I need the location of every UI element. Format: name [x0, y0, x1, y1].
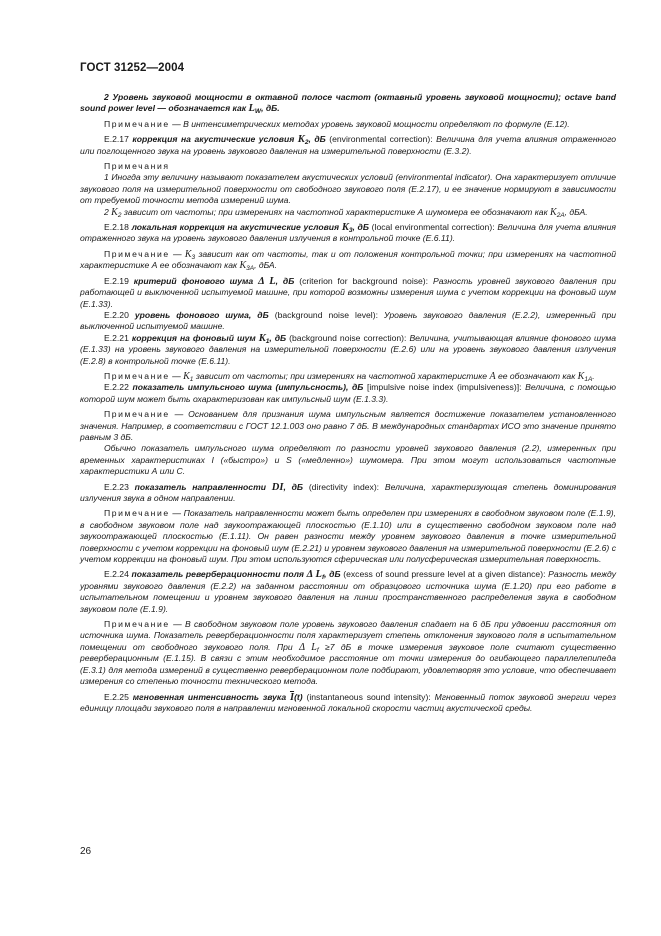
- note-e12: Примечание — В интенсиметрических методах уровень звуковой мощности определяют по формуле (Е.12).: [104, 118, 570, 129]
- note-e2-23: Примечание — Показатель направленности может быть определен при измерениях в свободном звуковом поле (Е.1.9), в свободном звуковом поле над звукоотражающей плоскостью (Е.1.10) или в существенно свободном звуковом поле над звукоотражающей плоскостью (Е.1.11). Он равен разности между уровнем звукового давления в точке измерительной поверхности с учетом коррекции на фоновый шум (Е.2.21) и уровнем звукового давления на измерительной поверхности (Е.2.6) с учетом коррекции на фоновый шум. При этом используются сферическая или полусферическая измерительная поверхность.: [80, 508, 616, 565]
- page-number: 26: [80, 846, 92, 857]
- entry-e2-22: Е.2.22 показатель импульсного шума (импульсность), дБ [impulsive noise index (impulsiveness)]: Величина, с помощью которой шум может быть охарактеризован как импульсный шум (Е.1.3.3).: [80, 382, 617, 404]
- entry-e2-20: Е.2.20 уровень фонового шума, дБ (background noise level): Уровень звукового давления (Е.2.2), измеренный при выключенной испытуемой машине.: [80, 309, 616, 332]
- standard-header: ГОСТ 31252—2004: [80, 62, 185, 74]
- note-e2-18: Примечание — $K_3$ зависит как от частоты, так и от положения контрольной точки; при измерениях на частотной характеристике А ее обозначают как $K_{3A}$, дБА.: [80, 248, 616, 273]
- entry-e2-25: Е.2.25 мгновенная интенсивность звука $\overline{I}(t)$ (instantaneous sound intensity): Мгновенный поток звуковой энергии через единицу площади звукового поля в направлении мгновенной локальной скорости частиц акустической среды.: [80, 691, 617, 713]
- entry-e2-23: Е.2.23 показатель направленности DI, дБ (directivity index): Величина, характеризующая степень доминирования излучения звука в одном направлении.: [80, 481, 617, 503]
- note-e2-22-extra: Обычно показатель импульсного шума определяют по разности уровней звукового давления (2.2), измеренных при временных характеристиках I («быстро») и S («медленно») шумомера. При этом могут использоваться частотные характеристики А или С.: [80, 443, 616, 477]
- note-e2-21: Примечание — $K_1$ зависит от частоты; при измерениях на частотной характеристике A ее обозначают как $K_{1A}$.: [104, 370, 595, 383]
- entry-e2-17: Е.2.17 коррекция на акустические условия $K_2$, дБ (environmental correction): Величина для учета влияния отраженного или поглощенного звука на уровень звукового давления на измерительной поверхности (Е.3.2).: [80, 134, 616, 156]
- note-e2-22: Примечание — Основанием для признания шума импульсным является достижение показателем установленного значения. Например, в соответствии с ГОСТ 12.1.003 оно равно 7 дБ. В международных стандартах ИСО это значение принято равным 3 дБ.: [80, 409, 616, 442]
- item-2-paragraph: 2 Уровень звуковой мощности в октавной полосе частот (октавный уровень звуковой мощности); octave band sound power level — обозначается как $L_W$, дБ.: [80, 92, 616, 116]
- note-2: 2 $K_2$ зависит от частоты; при измерениях на частотной характеристике А шумомера ее обозначают как $K_{2A}$, дБА.: [104, 206, 588, 219]
- note-e2-24: Примечание — В свободном звуковом поле уровень звукового давления спадает на 6 дБ при удвоении расстояния от источника шума. Показатель реверберационности поля характеризует степень отклонения звукового поля в испытательном помещении от свободного звукового поля. При Δ $L_f \ge 7$ дБ в точке измерения звуковое поле считают существенно реверберационным (Е.1.15). В связи с этим необходимое расстояние от точки измерения до огибающего параллелепипеда (Е.3.1) для метода измерений в существенно реверберационном поле подбирают, удовлетворяя это условие, что обеспечивает измерения со степенью точности технического метода.: [80, 619, 617, 687]
- document-body: [80, 92, 616, 714]
- entry-e2-21: Е.2.21 коррекция на фоновый шум $K_1$, дБ (background noise correction): Величина, учитывающая влияние фонового шума (Е.1.33) на уровень звукового давления на измерительной поверхности (Е.2.6) или на уровень звукового давления излучения (Е.2.8) в контрольной точке (Е.6.11).: [80, 332, 617, 366]
- note-1: 1 Иногда эту величину называют показателем акустических условий (environmental indicator). Она характеризует отличие звукового поля на измерительной поверхности от свободного звукового поля (Е.2.17), и ее значение нормируют в зависимости от требуемой точности метода измерений шума.: [80, 172, 616, 206]
- entry-e2-19: Е.2.19 критерий фонового шума Δ L, дБ (criterion for background noise): Разность уровней звукового давления при работающей и выключенной испытуемой машине, при которой возможны измерения шума с учетом коррекции на фоновый шум (Е.1.33).: [80, 275, 617, 309]
- intensity-vector-symbol: $\overline{I}$: [289, 691, 295, 703]
- notes-title: Примечания: [104, 161, 170, 172]
- entry-e2-18: Е.2.18 локальная коррекция на акустические условия $K_3$, дБ (local environmental correction): Величина для учета влияния отраженного звука на уровень звукового давления излучения в контрольной точке (Е.6.11).: [80, 222, 617, 244]
- entry-e2-24: Е.2.24 показатель реверберационности поля Δ $L_f$, дБ (excess of sound pressure level at a given distance): Разность между уровнями звукового давления (Е.2.2) на заданном расстоянии от образцового источника шума (Е.1.20) при его работе в испытательном помещении и уровнем звукового давления на линии пространственного распределения звука в свободном звуковом поле (Е.1.9).: [80, 569, 617, 614]
